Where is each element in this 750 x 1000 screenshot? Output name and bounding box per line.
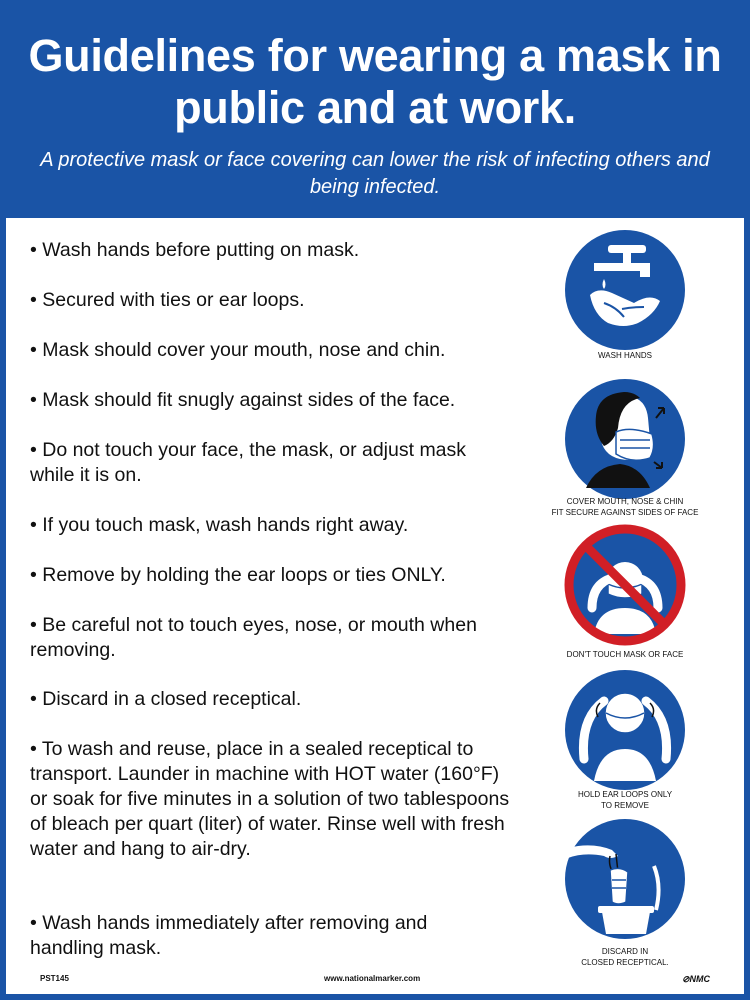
guideline-item: • Wash hands immediately after removing and handling mask. [30, 912, 428, 959]
guideline-item: • Remove by holding the ear loops or ties ONLY. [30, 564, 446, 586]
guideline-item: • Secured with ties or ear loops. [30, 289, 305, 311]
pictogram-caption: DON'T TOUCH MASK OR FACE [566, 650, 684, 659]
cover-face-icon [564, 378, 686, 500]
guideline-item: • To wash and reuse, place in a sealed receptical to transport. Launder in machine with HOT water (160°F) or soak for five minutes in a solution of two tablespoons of bleach per quart (liter) of water. Rinse well with fresh water and hang to air-dry. [30, 738, 510, 860]
guideline-item: • Be careful not to touch eyes, nose, or mouth when removing. [30, 614, 477, 661]
poster-subtitle: A protective mask or face covering can lower the risk of infecting others and being infected. [40, 149, 710, 198]
brand-logo: ⊘NMC [682, 974, 711, 984]
poster-title: Guidelines for wearing a mask in public and at work. [28, 30, 722, 133]
pictogram-caption: DISCARD IN CLOSED RECEPTICAL. [581, 947, 669, 967]
no-touch-face-icon [564, 524, 686, 646]
guideline-item: • Discard in a closed receptical. [30, 688, 302, 710]
guideline-item: • Mask should cover your mouth, nose and chin. [30, 339, 446, 361]
discard-mask-icon [564, 818, 686, 940]
pictogram-caption: HOLD EAR LOOPS ONLY TO REMOVE [577, 790, 673, 810]
pictogram-caption: WASH HANDS [598, 351, 652, 360]
guideline-item: • Wash hands before putting on mask. [30, 239, 360, 261]
guideline-item: • If you touch mask, wash hands right away. [30, 514, 409, 536]
guideline-item: • Do not touch your face, the mask, or adjust mask while it is on. [30, 439, 467, 486]
website-link[interactable]: www.nationalmarker.com [324, 974, 421, 983]
product-code: PST145 [40, 974, 69, 983]
caption-line: COVER MOUTH, NOSE & CHIN FIT SECURE AGAINST SIDES OF FACE [551, 497, 699, 517]
ear-loops-icon [564, 669, 686, 791]
brand-name: NMC [689, 974, 711, 984]
guideline-item: • Mask should fit snugly against sides of the face. [30, 389, 456, 411]
poster-header [6, 6, 744, 218]
pictogram-caption [530, 496, 720, 518]
wash-hands-icon [564, 229, 686, 351]
